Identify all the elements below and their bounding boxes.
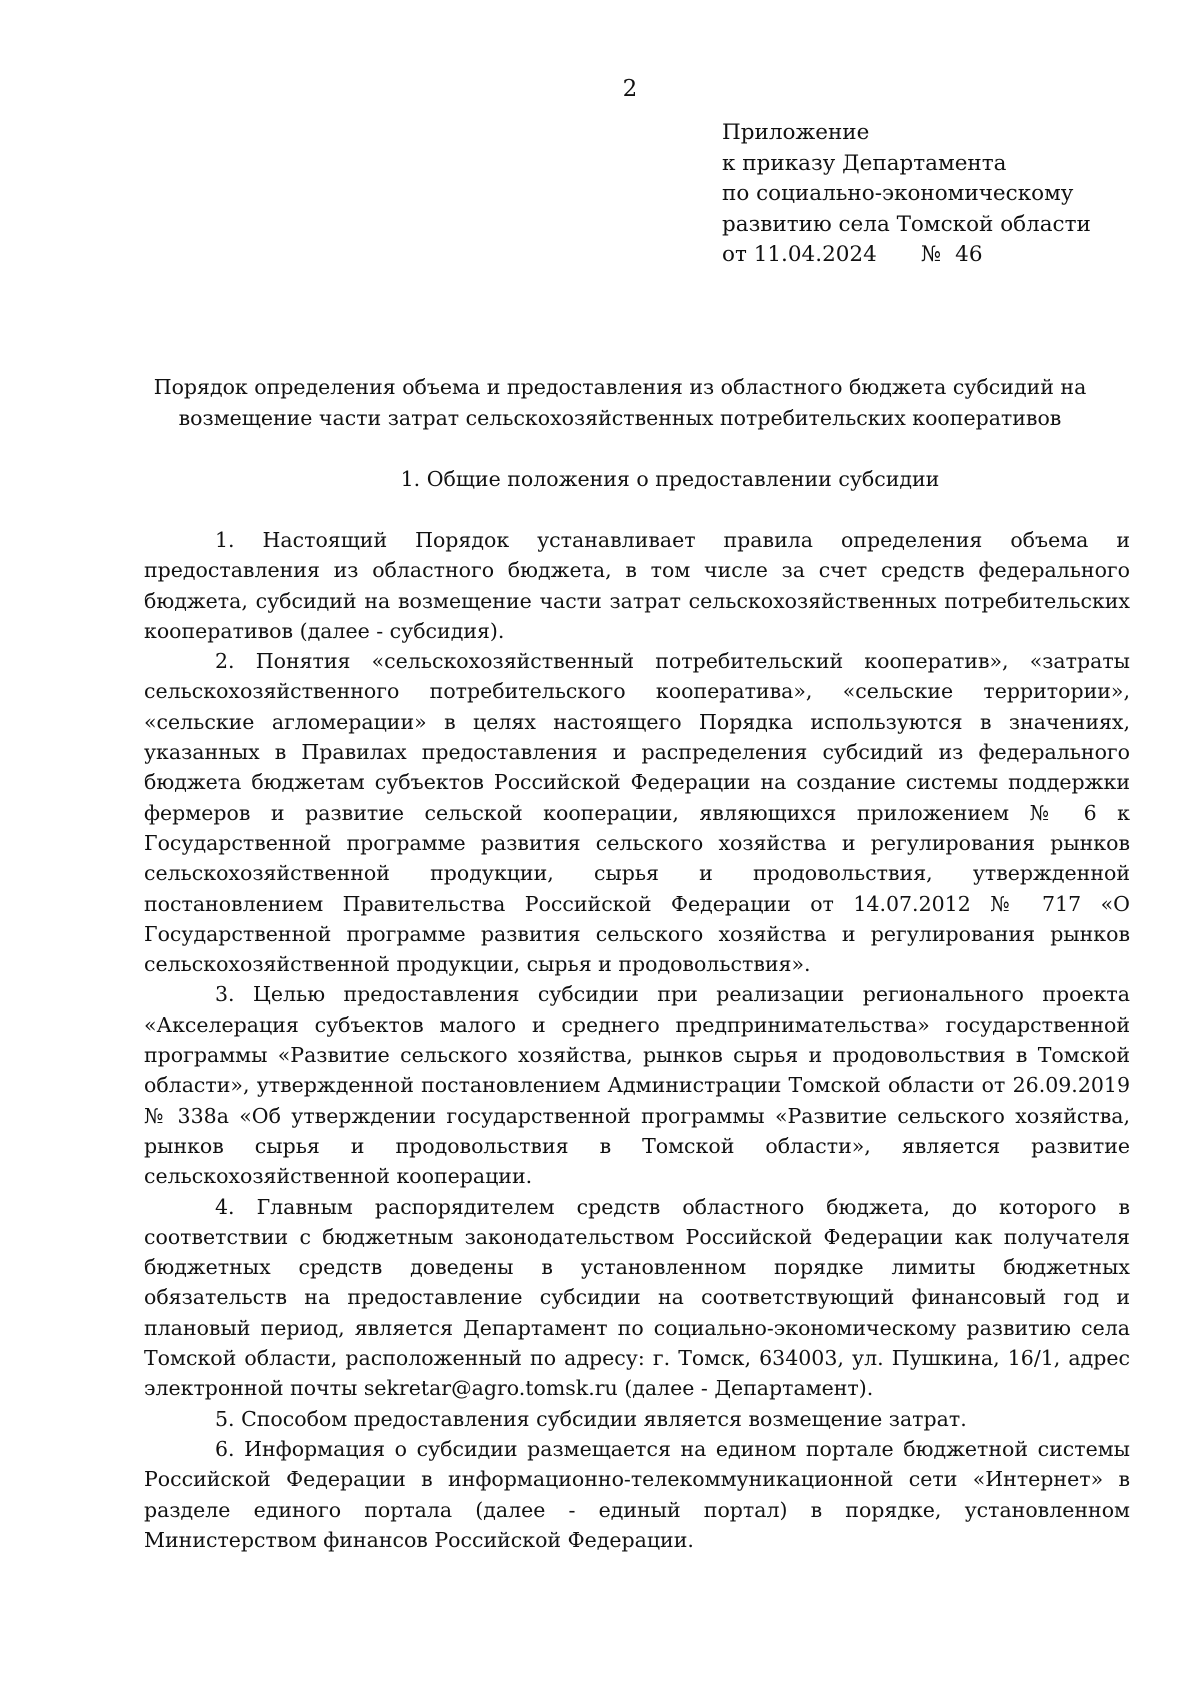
appendix-date-line: [722, 240, 1162, 271]
appendix-line: к приказу Департамента: [722, 150, 1007, 176]
document-title-line: Порядок определения объема и предоставления из областного бюджета субсидий на: [153, 375, 1087, 399]
appendix-number: 46: [955, 242, 983, 267]
appendix-date-prefix: от: [722, 242, 747, 267]
paragraph-1: 1. Настоящий Порядок устанавливает правила определения объема и предоставления из областного бюджета, в том числе за счет средств федерального бюджета, субсидий на возмещение части затрат сельскохозяйственных потребительских кооперативов (далее - субсидия).: [144, 528, 1130, 643]
page-number: 2: [622, 76, 638, 102]
document-title-line: возмещение части затрат сельскохозяйственных потребительских кооперативов: [178, 405, 1062, 430]
appendix-block: [722, 118, 1162, 271]
paragraph-5: 5. Способом предоставления субсидии является возмещение затрат.: [215, 1406, 967, 1431]
appendix-line: Приложение: [722, 120, 870, 145]
paragraph-6: 6. Информация о субсидии размещается на едином портале бюджетной системы Российской Федерации в информационно-телекоммуникационной сети «Интернет» в разделе единого портала (далее - единый портал) в порядке, установленном Министерством финансов Российской Федерации.: [144, 1436, 1130, 1552]
paragraph-4: 4. Главным распорядителем средств областного бюджета, до которого в соответствии с бюджетным законодательством Российской Федерации как получателя бюджетных средств доведены в установленном порядке лимиты бюджетных обязательств на предоставление субсидии на соответствующий финансовый год и плановый период, является Департамент по социально-экономическому развитию села Томской области, расположенный по адресу: г. Томск, 634003, ул. Пушкина, 16/1, адрес электронной почты sekretar@agro.tomsk.ru (далее - Департамент).: [144, 1194, 1130, 1401]
document-title: [120, 372, 1120, 433]
paragraph-3: 3. Целью предоставления субсидии при реализации регионального проекта «Акселерация субъектов малого и среднего предпринимательства» государственной программы «Развитие сельского хозяйства, рынков сырья и продовольствия в Томской области», утвержденной постановлением Администрации Томской области от 26.09.2019 № 338а «Об утверждении государственной программы «Развитие сельского хозяйства, рынков сырья и продовольствия в Томской области», является развитие сельскохозяйственной кооперации.: [144, 982, 1130, 1189]
section-heading: 1. Общие положения о предоставлении субсидии: [400, 467, 940, 491]
body-text: [144, 525, 1130, 1555]
appendix-line: развитию села Томской области: [722, 211, 1091, 237]
paragraph-2: 2. Понятия «сельскохозяйственный потребительский кооператив», «затраты сельскохозяйственного потребительского кооператива», «сельские территории», «сельские агломерации» в целях настоящего Порядка используются в значениях, указанных в Правилах предоставления и распределения субсидий из федерального бюджета бюджетам субъектов Российской Федерации на создание системы поддержки фермеров и развитие сельской кооперации, являющихся приложением № 6 к Государственной программе развития сельского хозяйства и регулирования рынков сельскохозяйственной продукции, сырья и продовольствия, утвержденной постановлением Правительства Российской Федерации от 14.07.2012 № 717 «О Государственной программе развития сельского хозяйства и регулирования рынков сельскохозяйственной продукции, сырья и продовольствия».: [144, 649, 1130, 977]
appendix-line: по социально-экономическому: [722, 181, 1074, 206]
appendix-number-sign: №: [920, 242, 942, 267]
appendix-date: 11.04.2024: [753, 242, 877, 267]
